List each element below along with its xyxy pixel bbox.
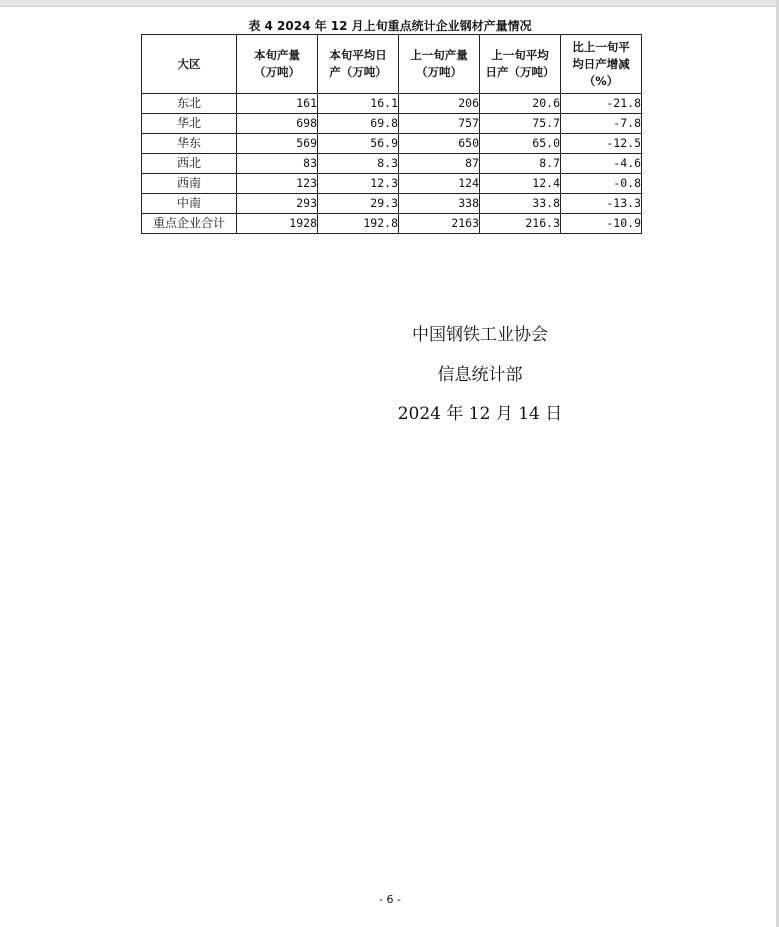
cell-region: 重点企业合计	[142, 214, 237, 234]
cell-previous-daily: 75.7	[480, 114, 561, 134]
cell-region: 西南	[142, 174, 237, 194]
cell-current-daily: 29.3	[318, 194, 399, 214]
cell-previous-daily: 8.7	[480, 154, 561, 174]
cell-current-daily: 12.3	[318, 174, 399, 194]
table-row	[142, 114, 642, 134]
page-number: - 6 -	[379, 893, 401, 906]
cell-change-percent: -0.8	[561, 174, 642, 194]
cell-region: 中南	[142, 194, 237, 214]
header-previous-daily: 上一旬平均 日产（万吨）	[480, 35, 561, 94]
cell-region: 华东	[142, 134, 237, 154]
cell-previous-daily: 12.4	[480, 174, 561, 194]
cell-current-daily: 56.9	[318, 134, 399, 154]
cell-change-percent: -12.5	[561, 134, 642, 154]
cell-previous-output: 650	[399, 134, 480, 154]
header-current-daily: 本旬平均日 产（万吨）	[318, 35, 399, 94]
viewer-top-bar	[0, 0, 779, 7]
cell-previous-daily: 65.0	[480, 134, 561, 154]
cell-current-output: 698	[237, 114, 318, 134]
header-region: 大区	[142, 35, 237, 94]
table-row	[142, 194, 642, 214]
cell-region: 东北	[142, 94, 237, 114]
cell-previous-daily: 33.8	[480, 194, 561, 214]
cell-current-output: 569	[237, 134, 318, 154]
signature-organization: 中国钢铁工业协会	[412, 325, 548, 345]
cell-current-output: 1928	[237, 214, 318, 234]
cell-change-percent: -4.6	[561, 154, 642, 174]
table-row	[142, 174, 642, 194]
cell-region: 西北	[142, 154, 237, 174]
header-change-percent: 比上一旬平 均日产增减 （%）	[561, 35, 642, 94]
cell-current-output: 161	[237, 94, 318, 114]
signature-department: 信息统计部	[437, 365, 523, 385]
steel-output-table	[141, 34, 642, 234]
cell-previous-daily: 20.6	[480, 94, 561, 114]
cell-previous-output: 757	[399, 114, 480, 134]
cell-change-percent: -21.8	[561, 94, 642, 114]
table-header-row	[142, 35, 642, 94]
cell-current-output: 293	[237, 194, 318, 214]
cell-change-percent: -7.8	[561, 114, 642, 134]
cell-previous-output: 338	[399, 194, 480, 214]
cell-current-daily: 69.8	[318, 114, 399, 134]
table-row	[142, 154, 642, 174]
cell-region: 华北	[142, 114, 237, 134]
table-row-total	[142, 214, 642, 234]
table-row	[142, 134, 642, 154]
cell-current-daily: 8.3	[318, 154, 399, 174]
table-caption: 表 4 2024 年 12 月上旬重点统计企业钢材产量情况	[248, 19, 532, 33]
cell-previous-output: 206	[399, 94, 480, 114]
cell-current-output: 123	[237, 174, 318, 194]
table-row	[142, 94, 642, 114]
cell-previous-output: 124	[399, 174, 480, 194]
signature-date: 2024 年 12 月 14 日	[397, 404, 563, 424]
cell-previous-daily: 216.3	[480, 214, 561, 234]
cell-change-percent: -13.3	[561, 194, 642, 214]
header-current-output: 本旬产量 （万吨）	[237, 35, 318, 94]
cell-current-daily: 192.8	[318, 214, 399, 234]
cell-change-percent: -10.9	[561, 214, 642, 234]
cell-previous-output: 87	[399, 154, 480, 174]
cell-previous-output: 2163	[399, 214, 480, 234]
header-previous-output: 上一旬产量 （万吨）	[399, 35, 480, 94]
cell-current-output: 83	[237, 154, 318, 174]
cell-current-daily: 16.1	[318, 94, 399, 114]
